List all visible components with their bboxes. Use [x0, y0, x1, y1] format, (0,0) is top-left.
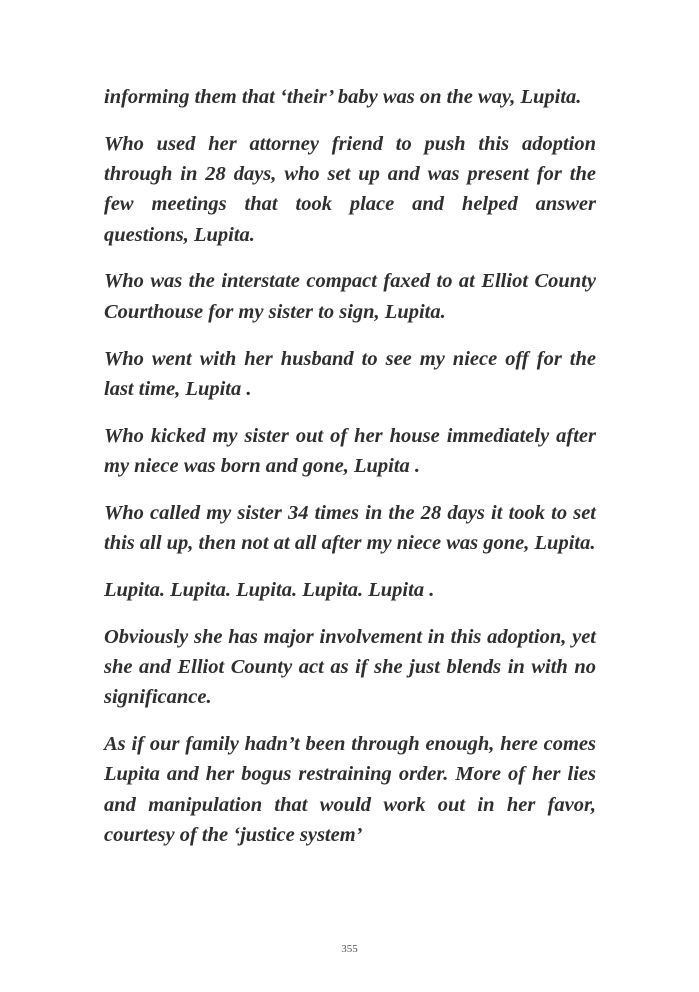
- paragraph: Who went with her husband to see my niece off for the last time, Lupita .: [104, 347, 596, 400]
- page-number: 355: [341, 943, 358, 955]
- paragraph: As if our family hadn’t been through enough, here comes Lupita and her bogus restraining order. More of her lies and manipulation that would work out in her favor, courtesy of the ‘justice system’: [104, 733, 596, 846]
- paragraph: Who called my sister 34 times in the 28 days it took to set this all up, then not at all after my niece was gone, Lupita.: [104, 501, 596, 555]
- paragraph: Who used her attorney friend to push this adoption through in 28 days, who set up and was present for the few meetings that took place and helped answer questions, Lupita.: [104, 132, 596, 246]
- paragraph: Obviously she has major involvement in this adoption, yet she and Elliot County act as if she just blends in with no significance.: [104, 625, 596, 709]
- paragraph: Who kicked my sister out of her house immediately after my niece was born and gone, Lupita .: [104, 424, 596, 477]
- paragraph: Who was the interstate compact faxed to at Elliot County Courthouse for my sister to sign, Lupita.: [104, 270, 596, 323]
- paragraph: informing them that ‘their’ baby was on the way, Lupita.: [104, 86, 582, 108]
- body-text: [104, 82, 596, 867]
- paragraph: Lupita. Lupita. Lupita. Lupita. Lupita .: [104, 578, 435, 601]
